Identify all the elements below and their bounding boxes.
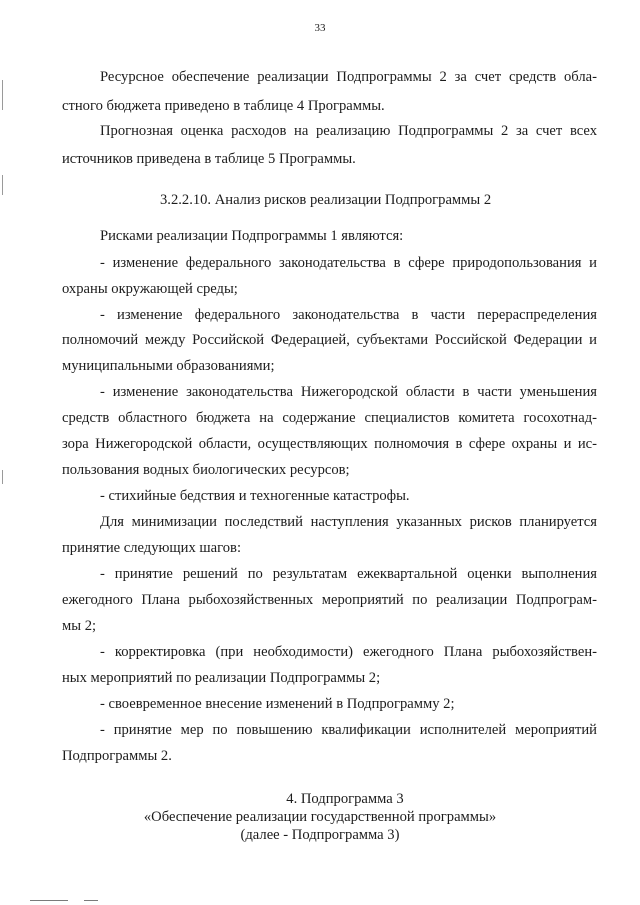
section-heading: 3.2.2.10. Анализ рисков реализации Подпрограммы 2 bbox=[160, 192, 492, 208]
paragraph-line: Для минимизации последствий наступления указанных рисков планируется bbox=[100, 514, 597, 530]
paragraph-line: - своевременное внесение изменений в Подпрограмму 2; bbox=[100, 696, 455, 712]
paragraph-line: пользования водных биологических ресурсов; bbox=[62, 462, 350, 478]
paragraph-line: ежегодного Плана рыбохозяйственных мероприятий по реализации Подпрограм- bbox=[62, 592, 597, 608]
paragraph-line: стного бюджета приведено в таблице 4 Программы. bbox=[62, 98, 385, 114]
paragraph-line: Прогнозная оценка расходов на реализацию Подпрограммы 2 за счет всех bbox=[100, 123, 597, 139]
scan-margin-mark bbox=[2, 80, 3, 110]
paragraph-line: Рисками реализации Подпрограммы 1 являются: bbox=[100, 228, 404, 244]
paragraph-line: - изменение федерального законодательства в сфере природопользования и bbox=[100, 255, 597, 271]
paragraph-line: - стихийные бедствия и техногенные катастрофы. bbox=[100, 488, 410, 504]
paragraph-line: Подпрограммы 2. bbox=[62, 748, 172, 764]
paragraph-line: ных мероприятий по реализации Подпрограммы 2; bbox=[62, 670, 381, 686]
paragraph-line: - корректировка (при необходимости) ежегодного Плана рыбохозяйствен- bbox=[100, 644, 597, 660]
scan-footer-mark bbox=[84, 900, 98, 901]
paragraph-line: - принятие мер по повышению квалификации исполнителей мероприятий bbox=[100, 722, 597, 738]
paragraph-line: - принятие решений по результатам ежеквартальной оценки выполнения bbox=[100, 566, 597, 582]
paragraph-line: средств областного бюджета на содержание специалистов комитета госохотнад- bbox=[62, 410, 597, 426]
scan-margin-mark bbox=[2, 175, 3, 195]
scan-footer-mark bbox=[30, 900, 68, 901]
scan-margin-mark bbox=[2, 470, 3, 484]
page-number: 33 bbox=[314, 22, 326, 34]
paragraph-line: источников приведена в таблице 5 Программы. bbox=[62, 151, 356, 167]
paragraph-line: муниципальными образованиями; bbox=[62, 358, 275, 374]
section-title: (далее - Подпрограмма 3) bbox=[240, 827, 400, 843]
paragraph-line: - изменение законодательства Нижегородской области в части уменьшения bbox=[100, 384, 597, 400]
paragraph-line: - изменение федерального законодательства в части перераспределения bbox=[100, 307, 597, 323]
section-title: «Обеспечение реализации государственной программы» bbox=[143, 809, 497, 825]
paragraph-line: полномочий между Российской Федерацией, субъектами Российской Федерации и bbox=[62, 332, 597, 348]
paragraph-line: Ресурсное обеспечение реализации Подпрограммы 2 за счет средств обла- bbox=[100, 69, 597, 85]
section-title: 4. Подпрограмма 3 bbox=[286, 791, 404, 807]
paragraph-line: мы 2; bbox=[62, 618, 97, 634]
paragraph-line: принятие следующих шагов: bbox=[62, 540, 241, 556]
paragraph-line: зора Нижегородской области, осуществляющих полномочия в сфере охраны и ис- bbox=[62, 436, 597, 452]
paragraph-line: охраны окружающей среды; bbox=[62, 281, 238, 297]
